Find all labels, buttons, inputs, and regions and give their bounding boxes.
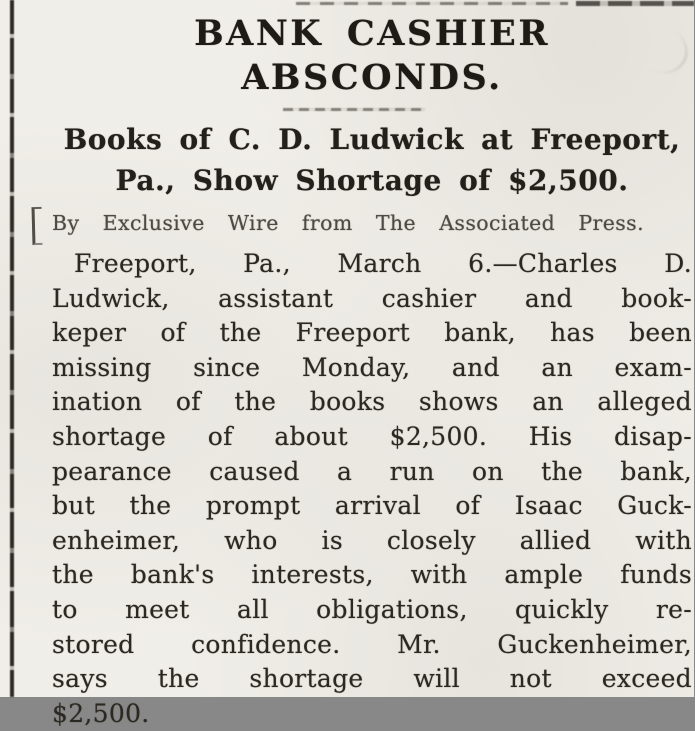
body-line: $2,500. xyxy=(52,698,150,728)
subhead-line-2: Pa., Show Shortage of $2,500. xyxy=(115,164,629,197)
body-line: says the shortage will not exceed xyxy=(52,664,692,694)
headline: BANK CASHIER ABSCONDS. xyxy=(194,13,550,98)
newspaper-article xyxy=(52,10,692,731)
body-line: missing since Monday, and an exam- xyxy=(52,352,692,382)
body-line: keper of the Freeport bank, has been xyxy=(52,318,692,348)
cropped-text-fragment xyxy=(296,2,568,5)
body-line: to meet all obligations, quickly re- xyxy=(52,594,692,624)
stray-bracket-mark xyxy=(32,207,43,245)
column-rule-left xyxy=(10,0,14,697)
body-line: pearance caused a run on the bank, xyxy=(52,456,692,486)
subhead xyxy=(52,119,692,201)
body-line: shortage of about $2,500. His disap- xyxy=(52,421,692,451)
body-line: stored confidence. Mr. Guckenheimer, xyxy=(52,629,692,659)
body-line: ination of the books shows an alleged xyxy=(52,387,692,417)
body-line: the bank's interests, with ample funds xyxy=(52,560,692,590)
cropped-text-fragment xyxy=(576,1,694,6)
body-line: Freeport, Pa., March 6.—Charles D. xyxy=(74,249,692,278)
subhead-line-1: Books of C. D. Ludwick at Freeport, xyxy=(63,123,681,156)
byline-row xyxy=(52,209,692,239)
headline-divider-rule xyxy=(283,108,425,111)
article-body xyxy=(52,247,692,731)
body-line: Ludwick, assistant cashier and book- xyxy=(52,283,692,313)
body-line: enheimer, who is closely allied with xyxy=(52,525,692,555)
body-line: but the prompt arrival of Isaac Guck- xyxy=(52,491,692,521)
byline: By Exclusive Wire from The Associated Press. xyxy=(52,211,644,235)
